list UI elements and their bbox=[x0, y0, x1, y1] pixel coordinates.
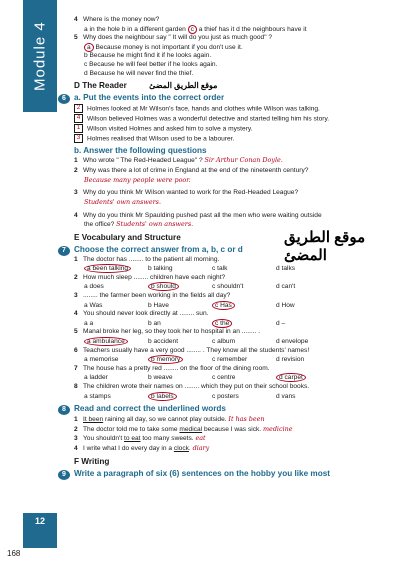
answer-option bbox=[212, 301, 276, 311]
question-4: 4 Where is the money now? bbox=[74, 16, 160, 23]
answer-option: d revision bbox=[276, 356, 305, 364]
vocab-options bbox=[74, 373, 399, 383]
handwritten-answer: Because many people were poor. bbox=[84, 175, 191, 184]
circled-answer: d carpet bbox=[276, 373, 306, 382]
handwritten-answer: eat bbox=[195, 434, 206, 443]
handwritten-answer: Students' own answers. bbox=[84, 197, 161, 206]
circled-answer: a bbox=[84, 43, 94, 52]
answer-option: c centre bbox=[212, 374, 236, 382]
handwritten-answer: diary bbox=[192, 443, 210, 452]
question-5-option-d: d Because he will never find the thief. bbox=[84, 69, 194, 77]
answer-option bbox=[84, 264, 148, 274]
answer-option: c shouldn't bbox=[212, 283, 244, 291]
handwritten-answer: medicine bbox=[262, 424, 293, 433]
circled-answer: a been talking bbox=[84, 264, 131, 273]
vocab-options bbox=[74, 355, 399, 365]
arabic-watermark: موقع الطريق المضئ bbox=[149, 81, 218, 91]
answer-option: a ladder bbox=[84, 374, 108, 382]
vocab-options bbox=[74, 392, 399, 402]
correct-heading: 8 Read and correct the underlined words bbox=[74, 403, 399, 415]
answer-option: a stamps bbox=[84, 392, 111, 400]
underlined-word: It been bbox=[83, 416, 104, 424]
correction-item: 4 I write what I do every day in a clock. diary bbox=[74, 443, 210, 452]
correct-items bbox=[74, 415, 399, 453]
handwritten-answer: Sir Arthur Conan Doyle. bbox=[204, 155, 283, 164]
event-item: 1 Wilson visited Holmes and asked him to solve a mystery. bbox=[74, 124, 399, 134]
answer-option: d vans bbox=[276, 392, 296, 400]
section-b-heading: b. Answer the following questions bbox=[74, 145, 207, 155]
vocab-question: 4 You should never look directly at ........ sun. bbox=[74, 310, 209, 318]
circled-answer: c bbox=[188, 25, 197, 34]
circled-answer: b labels bbox=[148, 392, 177, 401]
answer-option bbox=[148, 282, 212, 292]
answer-option bbox=[148, 355, 212, 365]
handwritten-answer: It has been bbox=[228, 415, 265, 424]
reader-heading: D The Reader موقع الطريق المضئ bbox=[74, 81, 218, 91]
answer-option: d talks bbox=[276, 265, 296, 273]
question-5-option-c: c Because he will feel better if he looks again. bbox=[84, 60, 218, 68]
underlined-word: clock bbox=[173, 444, 189, 452]
arabic-watermark-large: موقع الطريق المضئ bbox=[284, 229, 366, 264]
circled-answer: b should bbox=[148, 282, 179, 291]
question-5-option-b: b Because he might find it if he looks again. bbox=[84, 52, 212, 60]
answer-option bbox=[148, 392, 212, 402]
vocab-question: 8 The children wrote their names on ........ which they put on their school books. bbox=[74, 383, 310, 390]
vocab-options bbox=[74, 319, 399, 329]
answer-option: d can't bbox=[276, 283, 296, 291]
exercise-number-badge: 9 bbox=[58, 470, 70, 480]
answer-option: a Was bbox=[84, 301, 103, 309]
underlined-word: to eat bbox=[123, 435, 141, 443]
writing-heading: F Writing bbox=[74, 456, 110, 466]
answer-option: a memorise bbox=[84, 356, 119, 364]
answer-option: b weave bbox=[148, 374, 173, 382]
question-item: 4 Why do you think Mr Spaulding pushed past all the men who were waiting outside bbox=[74, 211, 322, 219]
answer-option: b an bbox=[148, 319, 161, 327]
answer-option bbox=[84, 337, 148, 347]
exercise-number-badge: 6 bbox=[58, 94, 70, 104]
vocab-options bbox=[74, 264, 399, 274]
question-item: 1 Who wrote " The Red-Headed League" ? Sir Arthur Conan Doyle. bbox=[74, 155, 283, 164]
event-item: 2 Holmes looked at Mr Wilson's face, hands and clothes while Wilson was talking. bbox=[74, 104, 399, 114]
vocab-question: 5 Manal broke her leg, so they took her to hospital in an ........ . bbox=[74, 328, 261, 336]
writing-instruction: 9 Write a paragraph of six (6) sentences on the hobby you like most bbox=[74, 468, 374, 480]
inner-page-number: 12 bbox=[34, 516, 45, 526]
question-4-options: a in the hole b in a different garden c a thief has it d the neighbours have it bbox=[84, 25, 307, 33]
handwritten-answer: Students' own answers. bbox=[116, 220, 194, 229]
vocab-question: 1 The doctor has ........ to the patient all morning. bbox=[74, 255, 220, 263]
circled-answer: b memory bbox=[148, 355, 183, 364]
vocab-options bbox=[74, 337, 399, 347]
answer-option: c album bbox=[212, 338, 236, 346]
answer-option: a a bbox=[84, 319, 94, 327]
module-label: Module 4 bbox=[31, 21, 49, 91]
vocab-question: 2 How much sleep ........ children have each night? bbox=[74, 273, 226, 281]
vocab-options bbox=[74, 282, 399, 292]
vocab-options bbox=[74, 301, 399, 311]
answer-option: b accident bbox=[148, 338, 179, 346]
answer-option bbox=[276, 373, 340, 383]
event-item: 3 Holmes realised that Wilson used to be a labourer. bbox=[74, 134, 399, 144]
answer-option: c remember bbox=[212, 356, 248, 364]
question-item: 3 Why do you think Mr Wilson wanted to work for the Red-Headed League? bbox=[74, 189, 299, 197]
vocab-instruction: 7 Choose the correct answer from a, b, c or d bbox=[74, 244, 399, 256]
page-number: 168 bbox=[7, 549, 21, 558]
vocab-question: 6 Teachers usually have a very good ........ . They know all the students' names! bbox=[74, 346, 310, 354]
underlined-word: medical bbox=[179, 425, 203, 433]
question-item: 2 Why was there a lot of crime in England at the end of the nineteenth century? bbox=[74, 167, 309, 175]
section-a-heading: 6 a. Put the events into the correct order bbox=[74, 92, 399, 104]
vocab-items bbox=[74, 256, 399, 402]
answer-option: b talking bbox=[148, 265, 173, 273]
exercise-number-badge: 7 bbox=[58, 246, 70, 256]
answer-option: c talk bbox=[212, 265, 228, 273]
vocab-question: 7 The house has a pretty red ........ on the floor of the dining room. bbox=[74, 364, 270, 372]
vocab-question: 3 ........ the farmer been working in the fields all day? bbox=[74, 292, 231, 300]
event-item: 4 Wilson believed Holmes was a wonderful detective and started telling him his story. bbox=[74, 114, 399, 124]
exercise-number-badge: 8 bbox=[58, 405, 70, 415]
question-5: 5 Why does the neighbour say " It will do you just as much good" ? bbox=[74, 34, 273, 42]
answer-option: c posters bbox=[212, 392, 239, 400]
correction-item: 2 The doctor told me to take some medical because I was sick. medicine bbox=[74, 424, 293, 433]
circled-answer: c Has bbox=[212, 301, 235, 310]
answer-option bbox=[212, 319, 276, 329]
vocab-heading: E Vocabulary and Structure bbox=[74, 232, 181, 242]
answer-option: b Have bbox=[148, 301, 169, 309]
answer-option: d – bbox=[276, 319, 286, 327]
correction-item: 3 You shouldn't to eat too many sweets. eat bbox=[74, 434, 206, 443]
content: 4 Where is the money now? a in the hole b in a different garden c a thief has it d the neighbours have it 5 Why does the neighbour say " It will do you just as much good" ? a Because money is not important if you don't use it. b Because he might find it if he looks again. c Because he will feel better if he looks again. d Because he will never find the thief. D The Reader موقع الطريق المضئ 6 a. Put the events into the correct order 2 Holmes looked at Mr Wilson's face, hands and clothes while Wilson was talking. 4 Wilson believed Holmes was a wonderful detective and started telling him his story. 1 Wilson visited Holmes and asked him to solve a mystery. 3 Holmes realised that Wilson used to be a labourer. b. Answer the following questions 1 Who wrote " The Red-Headed League" ? Sir Arthur Conan Doyle. 2 Why was there a lot of crime in England at the end of the nineteenth century? Because many people were poor. 3 Why do you think Mr Wilson wanted to work for the Red-Headed League? Students' own answers. 4 Why do you think Mr Spaulding pushed past all the men who were waiting outside the office? Students' own answers. E Vocabulary and Structure 7 Choose the correct answer from a, b, c or d 1 The doctor has ........ to the patient all morning. a been talking b talking c talk d talks 2 How much sleep ........ children have each night? a does b should c shouldn't d can't 3 ........ the farmer been working in the fields all day? a Was b Have c Has d How 4 You should never look directly at ........ sun. a a b an c the d – 5 Manal broke her leg, so they took her to hospital in an ........ . a ambulance b accident c album d envelope 6 Teachers usually have a very good ........ . They know all the students' names! a memorise b memory c remember d revision 7 The house has a pretty red ........ on the floor of the dining room. a ladder b weave c centre d carpet 8 The children wrote their names on ........ which they put on their school books. a stamps b labels c posters d vans 8 Read and correct the underlined words 1 It been raining all day, so we cannot play outside. It has been 2 The doctor told me to take some medical because I was sick. medicine 3 You shouldn't to eat too many sweets. eat 4 I write what I do every day in a clock. diary F Writing 9 Write a paragraph of six (6) sentences on the hobby you like most bbox=[74, 16, 399, 480]
answer-option: d envelope bbox=[276, 338, 309, 346]
answer-option: d How bbox=[276, 301, 295, 309]
correction-item: 1 It been raining all day, so we cannot play outside. It has been bbox=[74, 415, 265, 424]
answer-option: a does bbox=[84, 283, 104, 291]
circled-answer: c the bbox=[212, 319, 232, 328]
question-5-option-a: a Because money is not important if you don't use it. bbox=[74, 43, 399, 53]
circled-answer: a ambulance bbox=[84, 337, 128, 346]
